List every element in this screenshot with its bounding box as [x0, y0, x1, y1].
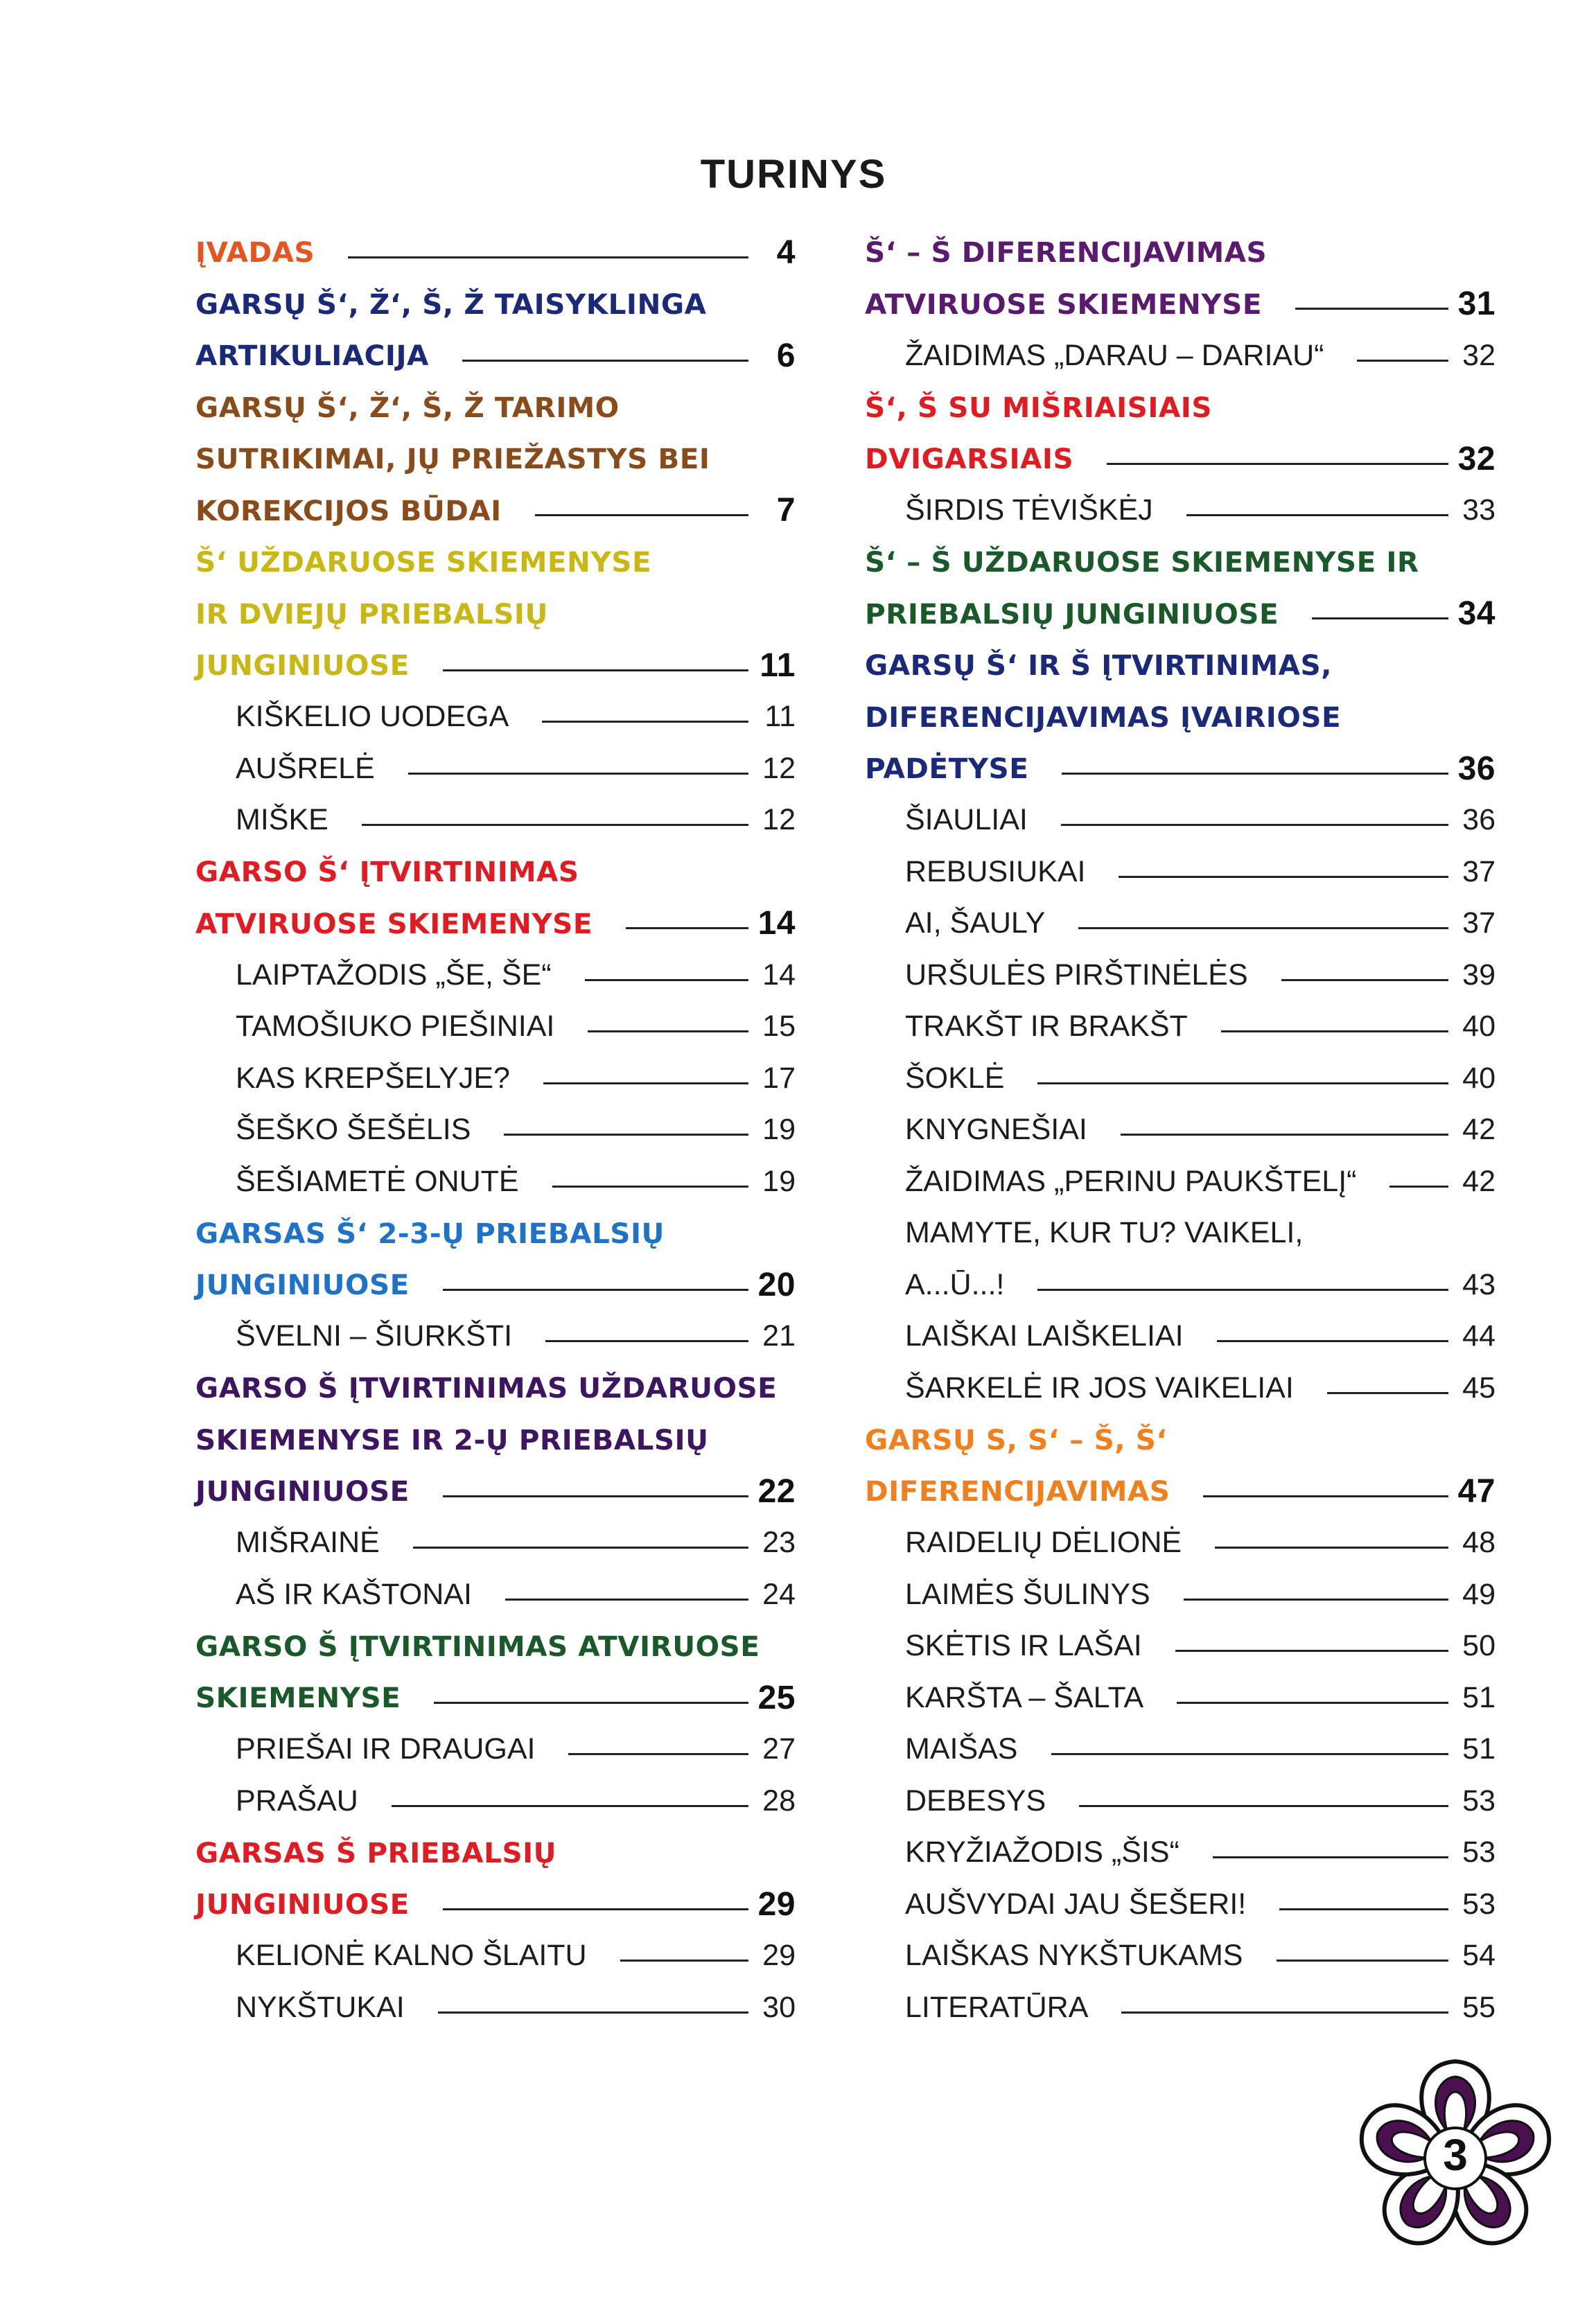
toc-page-number: 20: [757, 1266, 796, 1303]
toc-page-number: 53: [1462, 1887, 1496, 1921]
toc-entry-title: LAIŠKAI LAIŠKELIAI: [905, 1319, 1184, 1353]
toc-page-number: 33: [1462, 493, 1496, 527]
toc-page-number: 6: [776, 337, 796, 374]
toc-left-column: [195, 227, 796, 2034]
toc-leader-line: [568, 1753, 748, 1755]
toc-page-number: 45: [1462, 1371, 1496, 1405]
toc-leader-line: [443, 669, 748, 671]
toc-entry-title: KIŠKELIO UODEGA: [236, 700, 509, 734]
toc-leader-line: [408, 773, 748, 775]
toc-entry: [865, 1001, 1496, 1053]
toc-entry-title: SUTRIKIMAI, JŲ PRIEŽASTYS BEI: [195, 442, 710, 476]
toc-entry-title: URŠULĖS PIRŠTINĖLĖS: [905, 958, 1248, 992]
toc-leader-line: [588, 1030, 748, 1032]
toc-entry: [865, 898, 1496, 950]
toc-leader-line: [1281, 979, 1448, 981]
toc-entry-title: GARSO Š‘ ĮTVIRTINIMAS: [195, 855, 579, 889]
toc-page-number: 49: [1462, 1577, 1496, 1611]
toc-section-heading: [195, 1414, 796, 1466]
toc-entry: [195, 949, 796, 1001]
toc-page-number: 28: [762, 1784, 796, 1817]
toc-leader-line: [443, 1289, 748, 1291]
toc-entry-title: Š‘ UŽDARUOSE SKIEMENYSE: [195, 545, 652, 579]
toc-entry-title: AUŠRELĖ: [236, 751, 375, 785]
toc-page-number: 50: [1462, 1629, 1496, 1663]
toc-entry-title: DEBESYS: [905, 1784, 1046, 1817]
toc-leader-line: [362, 824, 748, 826]
toc-leader-line: [443, 1908, 748, 1910]
toc-leader-line: [1061, 824, 1448, 826]
toc-leader-line: [1277, 1960, 1449, 1962]
toc-leader-line: [1119, 876, 1448, 878]
toc-page-number: 32: [1462, 338, 1496, 372]
toc-entry-title: Š‘ – Š DIFERENCIJAVIMAS: [865, 236, 1268, 270]
toc-entry-title: ARTIKULIACIJA: [195, 339, 429, 373]
toc-entry-title: ŠVELNI – ŠIURKŠTI: [236, 1319, 513, 1353]
page-number: 3: [1443, 2130, 1468, 2180]
toc-entry: [195, 692, 796, 743]
toc-leader-line: [392, 1805, 748, 1807]
toc-page-number: 37: [1462, 854, 1496, 888]
toc-section-heading: [865, 692, 1496, 743]
toc-section-heading: [195, 1465, 796, 1517]
toc-entry: [865, 1569, 1496, 1621]
toc-leader-line: [1121, 2012, 1448, 2014]
toc-entry-title: GARSŲ Š‘, Ž‘, Š, Ž TARIMO: [195, 390, 620, 424]
toc-page-number: 14: [762, 958, 796, 992]
toc-entry-title: KAS KREPŠELYJE?: [236, 1061, 510, 1095]
toc-entry: [865, 1930, 1496, 1982]
toc-entry: [195, 1311, 796, 1363]
toc-page-number: 51: [1462, 1680, 1496, 1714]
toc-entry-title: ŠOKLĖ: [905, 1061, 1005, 1095]
toc-page-number: 43: [1462, 1267, 1496, 1301]
toc-leader-line: [1217, 1340, 1448, 1342]
toc-leader-line: [620, 1960, 748, 1962]
toc-entry-title: PRIEŠAI IR DRAUGAI: [236, 1732, 536, 1766]
toc-entry-title: PRIEBALSIŲ JUNGINIUOSE: [865, 597, 1279, 631]
toc-leader-line: [505, 1599, 748, 1601]
toc-entry-title: KARŠTA – ŠALTA: [905, 1680, 1144, 1714]
toc-page-number: 40: [1462, 1010, 1496, 1044]
toc-section-heading: [195, 1621, 796, 1673]
page-number-badge: [1351, 2051, 1559, 2259]
toc-leader-line: [1079, 1805, 1448, 1807]
toc-section-heading: [195, 485, 796, 537]
toc-page-number: 48: [1462, 1526, 1496, 1560]
toc-section-heading: [865, 536, 1496, 588]
toc-leader-line: [1051, 1753, 1449, 1755]
toc-entry-title: ŠIAULIAI: [905, 803, 1028, 837]
toc-entry: [195, 1517, 796, 1569]
toc-entry: [865, 1259, 1496, 1311]
toc-section-heading: [195, 1672, 796, 1724]
toc-leader-line: [1203, 1495, 1448, 1497]
toc-section-heading: [195, 382, 796, 434]
toc-entry-title: IR DVIEJŲ PRIEBALSIŲ: [195, 597, 548, 631]
toc-leader-line: [438, 2012, 748, 2014]
toc-page-number: 42: [1462, 1113, 1496, 1147]
toc-leader-line: [1327, 1392, 1448, 1394]
toc-entry-title: ŽAIDIMAS „PERINU PAUKŠTELĮ“: [905, 1164, 1357, 1198]
toc-page-number: 55: [1462, 1990, 1496, 2024]
toc-entry: [195, 1724, 796, 1776]
toc-entry-title: KNYGNEŠIAI: [905, 1113, 1087, 1147]
toc-section-heading: [195, 433, 796, 485]
toc-page-number: 24: [762, 1577, 796, 1611]
toc-entry: [195, 1053, 796, 1104]
toc-page-number: 19: [762, 1113, 796, 1147]
toc-page-number: 54: [1462, 1939, 1496, 1973]
toc-page-number: 37: [1462, 906, 1496, 940]
toc-entry-title: MIŠRAINĖ: [236, 1526, 380, 1560]
toc-page-number: 29: [757, 1885, 796, 1923]
toc-page-number: 12: [762, 803, 796, 837]
toc-leader-line: [552, 1186, 748, 1188]
toc-section-heading: [865, 743, 1496, 795]
toc-leader-line: [535, 514, 748, 516]
toc-leader-line: [1037, 1082, 1448, 1084]
toc-page-number: 22: [757, 1472, 796, 1510]
toc-entry: [195, 1982, 796, 2034]
toc-section-heading: [195, 1259, 796, 1311]
toc-section-heading: [195, 330, 796, 382]
toc-entry: [865, 846, 1496, 898]
toc-leader-line: [462, 360, 748, 362]
toc-page-number: 36: [1457, 750, 1496, 787]
page-title: TURINYS: [700, 152, 887, 197]
toc-section-heading: [865, 1414, 1496, 1466]
toc-leader-line: [1062, 773, 1448, 775]
toc-page-number: 23: [762, 1526, 796, 1560]
toc-leader-line: [1078, 927, 1448, 929]
toc-entry: [865, 1156, 1496, 1208]
toc-entry: [195, 1104, 796, 1156]
toc-entry: [865, 1053, 1496, 1104]
toc-entry-title: SKĖTIS IR LAŠAI: [905, 1629, 1142, 1663]
toc-right-column: [865, 227, 1496, 2034]
toc-entry: [195, 1930, 796, 1982]
toc-page-number: 21: [762, 1319, 796, 1353]
toc-section-heading: [865, 640, 1496, 692]
toc-leader-line: [1186, 514, 1448, 516]
toc-entry-title: A...Ū...!: [905, 1267, 1005, 1301]
toc-entry-title: JUNGINIUOSE: [195, 1268, 410, 1302]
toc-entry-title: ŠEŠKO ŠEŠĖLIS: [236, 1113, 471, 1147]
toc-entry: [865, 1104, 1496, 1156]
toc-entry-title: AŠ IR KAŠTONAI: [236, 1577, 472, 1611]
toc-page-number: 39: [1462, 958, 1496, 992]
toc-entry: [865, 1311, 1496, 1363]
toc-entry-title: LAIPTAŽODIS „ŠE, ŠE“: [236, 958, 552, 992]
toc-entry-title: GARSŲ Š‘ IR Š ĮTVIRTINIMAS,: [865, 649, 1333, 683]
toc-entry-title: LAIŠKAS NYKŠTUKAMS: [905, 1939, 1243, 1973]
toc-page-number: 34: [1457, 595, 1496, 633]
toc-page-number: 27: [762, 1732, 796, 1766]
toc-entry-title: MIŠKE: [236, 803, 328, 837]
toc-section-heading: [865, 1465, 1496, 1517]
toc-entry: [865, 949, 1496, 1001]
toc-entry: [865, 330, 1496, 382]
toc-entry-title: JUNGINIUOSE: [195, 1474, 410, 1508]
toc-section-heading: [195, 1208, 796, 1260]
toc-entry-title: REBUSIUKAI: [905, 854, 1086, 888]
toc-entry-title: KELIONĖ KALNO ŠLAITU: [236, 1939, 587, 1973]
toc-entry-title: TAMOŠIUKO PIEŠINIAI: [236, 1010, 555, 1044]
toc-entry-title: ATVIRUOSE SKIEMENYSE: [865, 287, 1262, 321]
toc-page-number: 51: [1462, 1732, 1496, 1766]
toc-leader-line: [413, 1547, 748, 1549]
toc-section-heading: [195, 1827, 796, 1879]
toc-section-heading: [195, 640, 796, 692]
toc-entry-title: JUNGINIUOSE: [195, 649, 410, 683]
toc-entry-title: DIFERENCIJAVIMAS: [865, 1474, 1170, 1508]
toc-entry: [865, 1517, 1496, 1569]
toc-entry-title: PADĖTYSE: [865, 752, 1029, 786]
toc-page-number: 7: [776, 492, 796, 529]
toc-leader-line: [1389, 1186, 1448, 1188]
toc-leader-line: [1177, 1702, 1448, 1704]
toc-entry-title: SKIEMENYSE IR 2-Ų PRIEBALSIŲ: [195, 1423, 709, 1456]
toc-section-heading: [195, 846, 796, 898]
toc-entry-title: NYKŠTUKAI: [236, 1990, 405, 2024]
toc-entry-title: GARSŲ Š‘, Ž‘, Š, Ž TAISYKLINGA: [195, 287, 707, 321]
toc-entry: [865, 795, 1496, 847]
toc-entry-title: ŠARKELĖ IR JOS VAIKELIAI: [905, 1371, 1294, 1405]
toc-entry-title: ATVIRUOSE SKIEMENYSE: [195, 906, 593, 940]
toc-entry-title: KOREKCIJOS BŪDAI: [195, 493, 502, 527]
toc-section-heading: [195, 588, 796, 640]
toc-section-heading: [865, 433, 1496, 485]
toc-page-number: 15: [762, 1010, 796, 1044]
toc-entry-title: ŽAIDIMAS „DARAU – DARIAU“: [905, 338, 1324, 372]
toc-entry: [865, 1982, 1496, 2034]
toc-entry-title: JUNGINIUOSE: [195, 1887, 410, 1921]
toc-entry-title: GARSO Š ĮTVIRTINIMAS ATVIRUOSE: [195, 1629, 760, 1663]
toc-page-number: 4: [776, 234, 796, 271]
toc-leader-line: [1215, 1547, 1448, 1549]
toc-page-number: 40: [1462, 1061, 1496, 1095]
toc-entry: [865, 1724, 1496, 1776]
toc-section-heading: [865, 227, 1496, 279]
toc-entry: [865, 1775, 1496, 1827]
toc-section-heading: [865, 382, 1496, 434]
toc-entry-title: LAIMĖS ŠULINYS: [905, 1577, 1150, 1611]
toc-page-number: 14: [757, 905, 796, 942]
toc-section-heading: [195, 1878, 796, 1930]
toc-page-number: 44: [1462, 1319, 1496, 1353]
toc-leader-line: [1107, 463, 1448, 465]
toc-entry: [865, 1827, 1496, 1879]
toc-entry-title: GARSO Š ĮTVIRTINIMAS UŽDARUOSE: [195, 1371, 778, 1405]
toc-page-number: 19: [762, 1164, 796, 1198]
toc-page-number: 53: [1462, 1836, 1496, 1869]
toc-page-number: 12: [762, 751, 796, 785]
toc-entry-title: LITERATŪRA: [905, 1990, 1089, 2024]
toc-entry-title: SKIEMENYSE: [195, 1681, 401, 1715]
toc-section-heading: [195, 279, 796, 331]
toc-page-number: 53: [1462, 1784, 1496, 1817]
toc-leader-line: [443, 1495, 748, 1497]
toc-leader-line: [1037, 1289, 1448, 1291]
toc-leader-line: [1279, 1908, 1448, 1910]
toc-page-number: 32: [1457, 440, 1496, 477]
toc-entry-title: ĮVADAS: [195, 236, 315, 270]
toc-entry-title: AI, ŠAULY: [905, 906, 1046, 940]
toc-page-number: 31: [1457, 285, 1496, 323]
toc-entry: [195, 1775, 796, 1827]
toc-page-number: 30: [762, 1990, 796, 2024]
toc-section-heading: [865, 588, 1496, 640]
toc-leader-line: [1221, 1030, 1448, 1032]
toc-leader-line: [585, 979, 748, 981]
toc-leader-line: [1312, 617, 1448, 619]
toc-entry-title: KRYŽIAŽODIS „ŠIS“: [905, 1836, 1180, 1869]
toc-entry-title: PRAŠAU: [236, 1784, 358, 1817]
toc-entry: [195, 795, 796, 847]
toc-entry: [865, 1672, 1496, 1724]
toc-section-heading: [195, 898, 796, 950]
toc-entry: [195, 1001, 796, 1053]
toc-entry-title: MAMYTE, KUR TU? VAIKELI,: [905, 1216, 1304, 1250]
toc-page-number: 29: [762, 1939, 796, 1973]
toc-entry-title: AUŠVYDAI JAU ŠEŠERI!: [905, 1887, 1247, 1921]
toc-leader-line: [1175, 1650, 1448, 1652]
toc-entry-title: TRAKŠT IR BRAKŠT: [905, 1010, 1188, 1044]
toc-page-number: 36: [1462, 803, 1496, 837]
toc-leader-line: [1184, 1599, 1448, 1601]
toc-entry-title: GARSŲ S, S‘ – Š, Š‘: [865, 1423, 1168, 1456]
toc-entry-title: MAIŠAS: [905, 1732, 1018, 1766]
toc-entry: [865, 485, 1496, 537]
toc-section-heading: [195, 536, 796, 588]
toc-entry-title: DVIGARSIAIS: [865, 442, 1074, 476]
toc-entry-title: ŠIRDIS TĖVIŠKĖJ: [905, 493, 1153, 527]
toc-section-heading: [195, 1362, 796, 1414]
toc-entry: [195, 1156, 796, 1208]
toc-entry: [865, 1878, 1496, 1930]
toc-leader-line: [626, 927, 748, 929]
toc-entry-title: RAIDELIŲ DĖLIONĖ: [905, 1526, 1182, 1560]
toc-leader-line: [545, 1340, 748, 1342]
toc-section-heading: [865, 279, 1496, 331]
toc-page-number: 42: [1462, 1164, 1496, 1198]
toc-entry: [865, 1621, 1496, 1673]
toc-page-number: 25: [757, 1679, 796, 1716]
toc-leader-line: [1213, 1856, 1448, 1858]
toc-entry: [865, 1362, 1496, 1414]
toc-page-number: 11: [760, 646, 796, 684]
toc-leader-line: [348, 256, 748, 258]
toc-entry: [865, 1208, 1496, 1260]
toc-entry-title: DIFERENCIJAVIMAS ĮVAIRIOSE: [865, 700, 1342, 734]
toc-entry-title: GARSAS Š‘ 2-3-Ų PRIEBALSIŲ: [195, 1216, 665, 1250]
toc-section-heading: [195, 227, 796, 279]
toc-leader-line: [1121, 1134, 1448, 1136]
toc-entry-title: Š‘, Š SU MIŠRIAISIAIS: [865, 390, 1212, 424]
toc-page-number: 47: [1457, 1472, 1496, 1510]
toc-leader-line: [1295, 308, 1448, 310]
toc-entry: [195, 743, 796, 795]
toc-page-number: 17: [762, 1061, 796, 1095]
toc-leader-line: [1357, 360, 1448, 362]
toc-entry-title: GARSAS Š PRIEBALSIŲ: [195, 1836, 557, 1869]
toc-leader-line: [543, 1082, 748, 1084]
toc-leader-line: [504, 1134, 748, 1136]
toc-entry: [195, 1569, 796, 1621]
toc-entry-title: Š‘ – Š UŽDARUOSE SKIEMENYSE IR: [865, 545, 1419, 579]
toc-page-number: 11: [764, 700, 796, 734]
toc-leader-line: [434, 1702, 748, 1704]
toc-entry-title: ŠEŠIAMETĖ ONUTĖ: [236, 1164, 519, 1198]
toc-leader-line: [542, 721, 748, 723]
